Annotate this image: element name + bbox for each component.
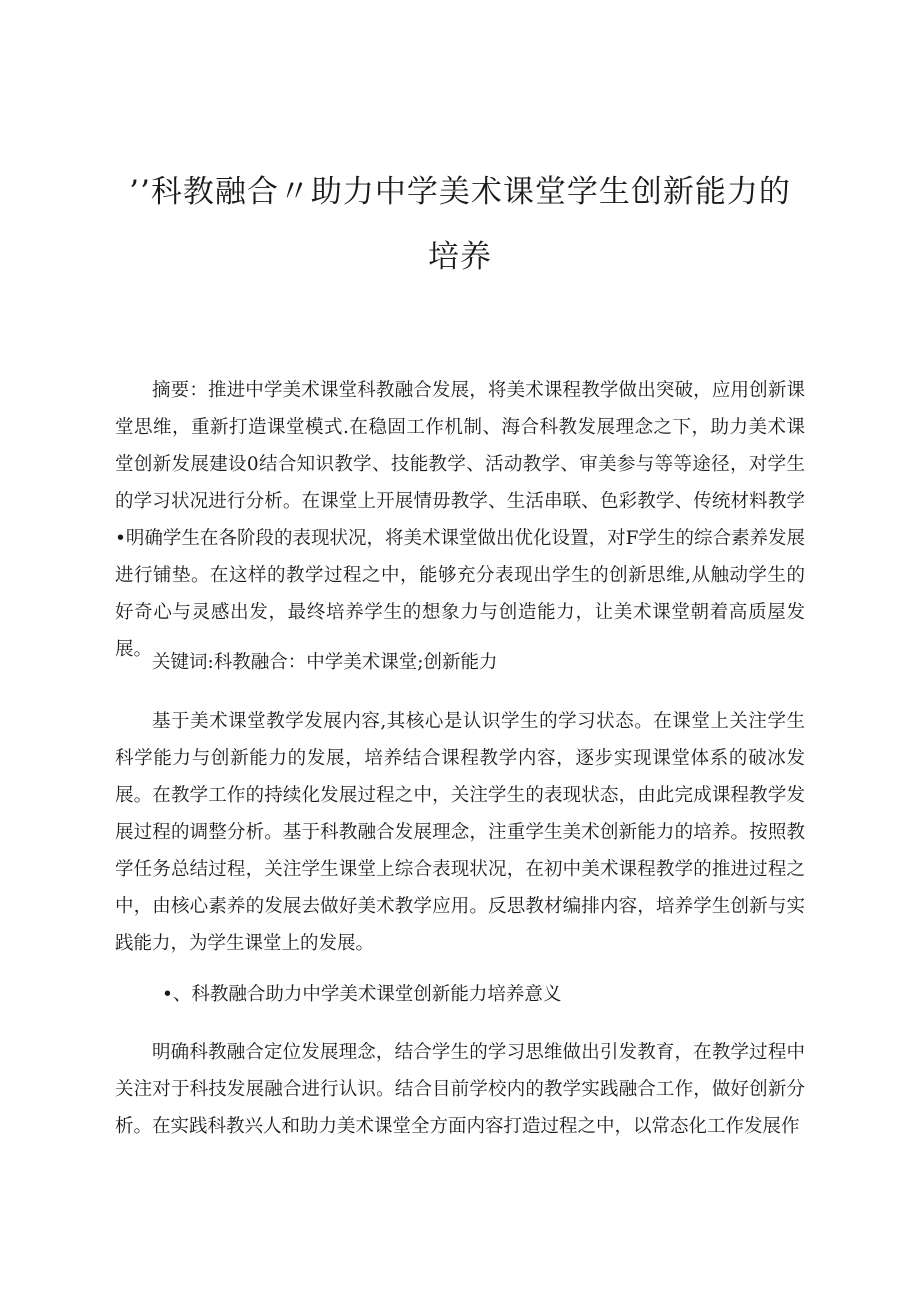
body-paragraph-1: 基于美术课堂教学发展内容,其核心是认识学生的学习状态。在课堂上关注学生科学能力与创新能力的发展，培养结合课程教学内容，逐步实现课堂体系的破冰发展。在教学工作的持续化发展过程之中，关注学生的表现状态，由此完成课程教学发展过程的调整分析。基于科教融合发展理念，注重学生美术创新能力的培养。按照教学任务总结过程，关注学生课堂上综合表现状况，在初中美术课程教学的推进过程之中，由核心素养的发展去做好美术教学应用。反思教材编排内容，培养学生创新与实践能力，为学生课堂上的发展。 (115, 711, 805, 954)
keywords-line: 关键词:科教融合：中学美术课堂;创新能力 (152, 652, 498, 673)
abstract-paragraph: 摘要：推进中学美术课堂科教融合发展，将美术课程教学做出突破，应用创新课堂思维，重新打造课堂模式.在稳固工作机制、海合科教发展理念之下，助力美术课堂创新发展建设0结合知识教学、技能教学、活动教学、审美参与等等途径，对学生的学习状况进行分析。在课堂上开展情毋教学、生活串联、色彩教学、传统材料教学•明确学生在各阶段的表现状况，将美术课堂做出优化设置，对F学生的综合素养发展进行铺垫。在这样的教学过程之中，能够充分表现出学生的创新思维,从触动学生的好奇心与灵感出发，最终培养学生的想象力与创造能力，让美术课堂朝着高质屋发展。 (115, 380, 805, 660)
document-title-line-1: ’’科教融合〃助力中学美术课堂学生创新能力的 (129, 174, 791, 210)
body-paragraph-2: 明确科教融合定位发展理念，结合学生的学习思维做出引发教育，在教学过程中关注对于科技发展融合进行认识。结合目前学校内的教学实践融合工作，做好创新分析。在实践科教兴人和助力美术课堂全方面内容打造过程之中，以常态化工作发展作 (115, 1042, 805, 1137)
document-title-line-2: 培养 (428, 239, 492, 275)
section-heading: •、科教融合助力中学美术课堂创新能力培养意义 (162, 984, 562, 1005)
